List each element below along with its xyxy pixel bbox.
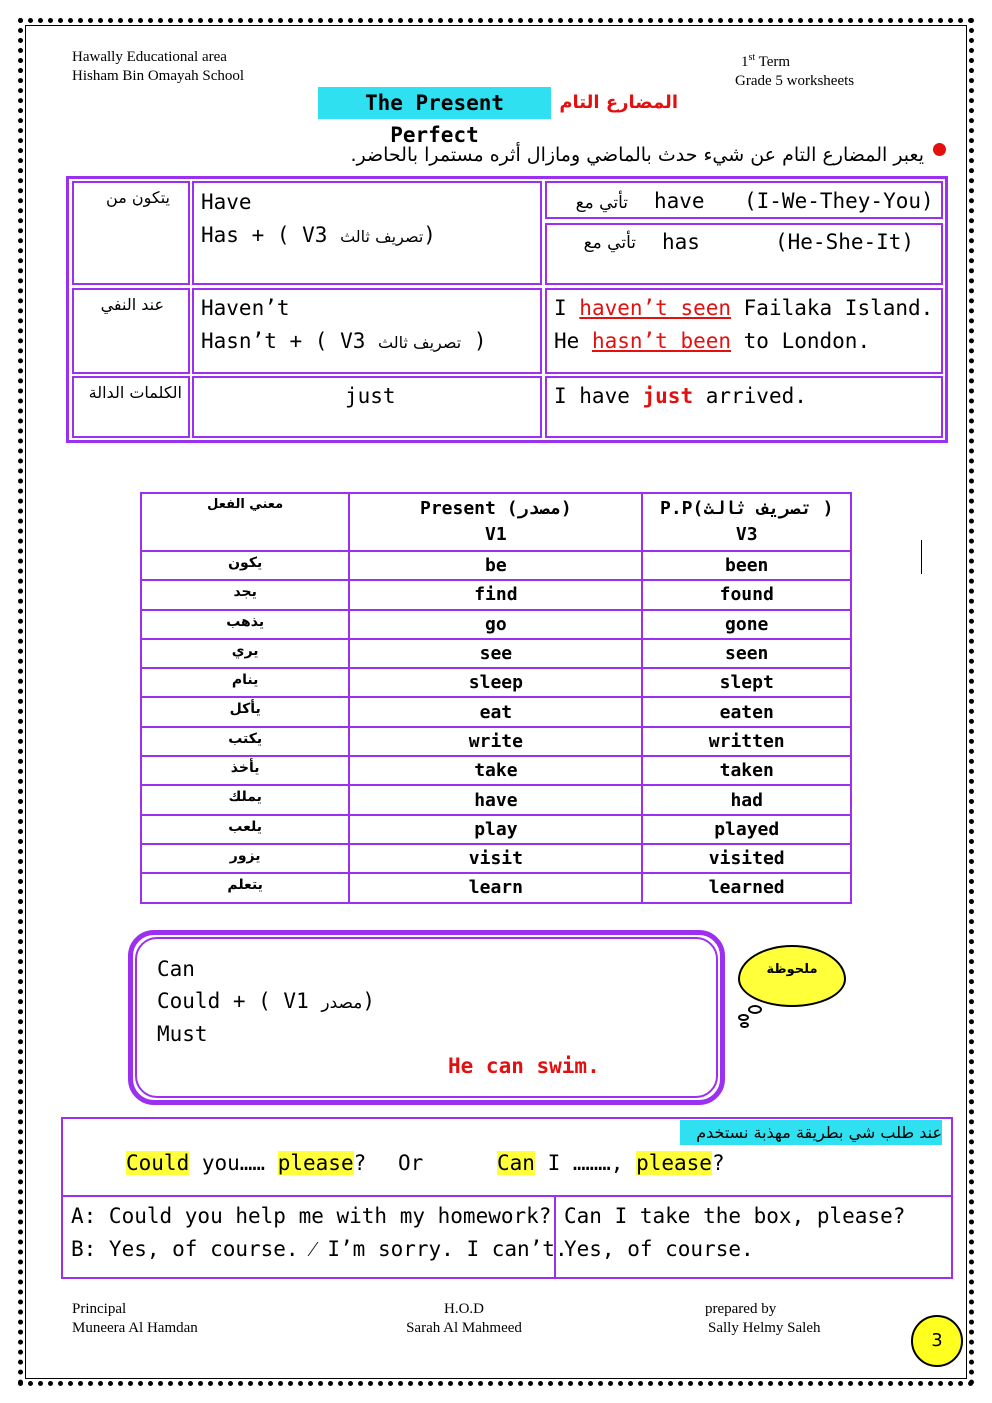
dialogue-right-a: Yes, of course. [564, 1237, 754, 1261]
polite-or: Or [398, 1151, 424, 1175]
table-row: يتعلم learn learned [141, 873, 851, 902]
table-row: يكتب write written [141, 727, 851, 756]
table-row: ينام sleep slept [141, 668, 851, 697]
modal-can: Can [157, 957, 195, 981]
negative-label: عند النفي [100, 295, 164, 314]
polite-pattern-can: Can I ………, please? [497, 1151, 725, 1175]
signal-word-example: I have just arrived. [554, 384, 807, 408]
negative-example-1: I haven’t seen Failaka Island. [554, 296, 934, 320]
cloud-puff-icon [738, 1014, 749, 1021]
page-title-arabic: المضارع التام [559, 92, 678, 113]
term-label: 1st Term [741, 52, 791, 70]
table-row: يري see seen [141, 639, 851, 668]
table-row: يأخذ take taken [141, 756, 851, 785]
pp-header: P.P(تصريف ثالث ) V3 [642, 493, 851, 551]
table-row: يملك have had [141, 785, 851, 814]
intro-text: يعبر المضارع التام عن شيء حدث بالماضي ومازال أثره مستمرا بالحاضر. [350, 144, 924, 166]
form-has: Has + ( V3 تصريف ثالث) [201, 223, 436, 247]
form-hasnt: Hasn’t + ( V3 تصريف ثالث ) [201, 329, 487, 353]
table-row: يلعب play played [141, 815, 851, 844]
page-title: The Present Perfect [318, 87, 551, 119]
negative-example-2: He hasn’t been to London. [554, 329, 871, 353]
polite-pattern: Could you…… please? [126, 1151, 367, 1175]
school-name: Hisham Bin Omayah School [72, 68, 245, 84]
cloud-puff-icon [740, 1022, 749, 1028]
meaning-header: معني الفعل [141, 493, 349, 551]
form-have: Have [201, 190, 252, 214]
has-pronouns: (He-She-It) [775, 230, 915, 254]
area-name: Hawally Educational area [72, 49, 227, 65]
formation-label: يتكون من [106, 188, 170, 207]
verb-table [140, 492, 852, 904]
form-havent: Haven’t [201, 296, 290, 320]
modal-example: He can swim. [448, 1054, 600, 1078]
text-cursor [921, 540, 922, 574]
has-comes-with: تأتي مع [583, 233, 636, 253]
term-info [735, 48, 854, 91]
dialogue-a: A: Could you help me with my homework? [71, 1204, 552, 1228]
dialogue-right-q: Can I take the box, please? [564, 1204, 906, 1228]
signal-word-just: just [345, 384, 396, 408]
table-row: يجد find found [141, 580, 851, 609]
present-header: Present (مصدر) V1 [349, 493, 642, 551]
dialogue-b: B: Yes, of course. ⁄ I’m sorry. I can’t. [71, 1237, 568, 1261]
table-row: يذهب go gone [141, 610, 851, 639]
principal-signature: Principal Muneera Al Hamdan [72, 1301, 198, 1336]
prepared-by: prepared by Sally Helmy Saleh [705, 1301, 821, 1336]
cloud-puff-icon [748, 1005, 762, 1014]
have-word: have [654, 189, 705, 213]
signal-words-label: الكلمات الدالة [88, 383, 182, 402]
modal-must: Must [157, 1022, 208, 1046]
table-row: يأكل eat eaten [141, 697, 851, 726]
school-info [72, 48, 244, 86]
bullet-icon [933, 143, 946, 156]
modal-could: Could + ( V1 مصدر) [157, 989, 376, 1013]
table-header-row [141, 493, 851, 551]
table-row: يزور visit visited [141, 844, 851, 873]
note-label: ملحوظة [766, 962, 818, 977]
have-comes-with: تأتي مع [575, 193, 628, 213]
divider [61, 1195, 953, 1197]
have-pronouns: (I-We-They-You) [744, 189, 934, 213]
table-row: يكون be been [141, 551, 851, 580]
hod-signature: H.O.D Sarah Al Mahmeed [406, 1301, 522, 1336]
polite-requests-title: عند طلب شي بطريقة مهذبة نستخدم [680, 1120, 942, 1145]
grade-label: Grade 5 worksheets [735, 73, 855, 89]
has-word: has [662, 230, 700, 254]
page-number: 3 [911, 1315, 963, 1367]
